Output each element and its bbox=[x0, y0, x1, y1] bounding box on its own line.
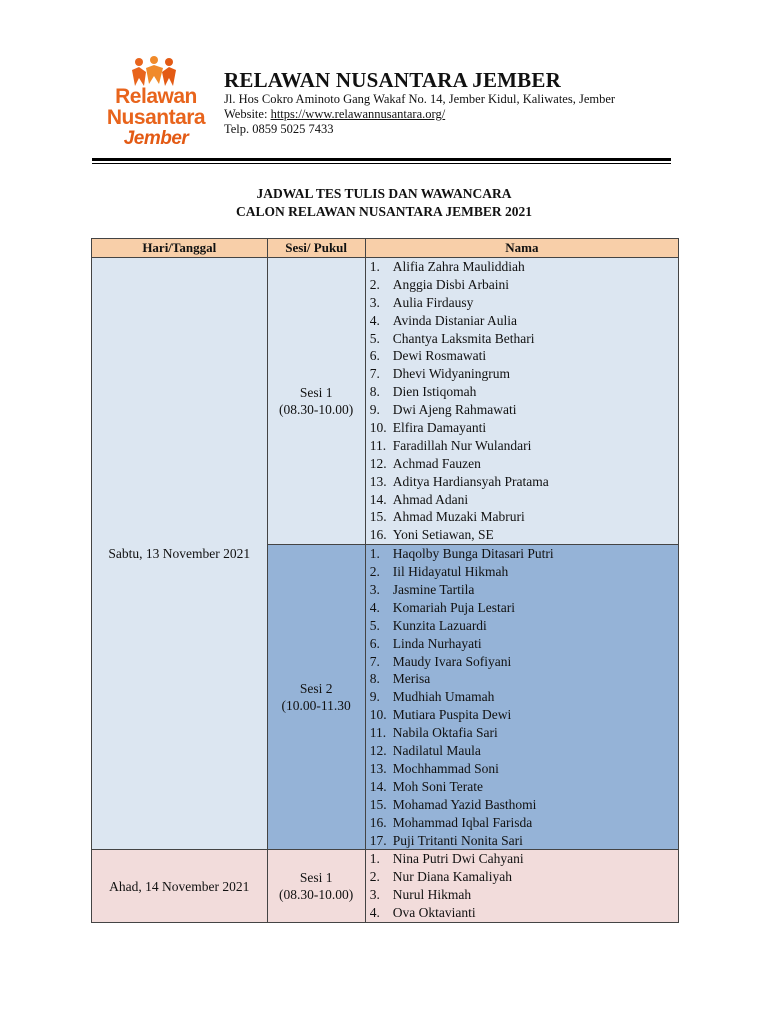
list-item-number: 4. bbox=[369, 905, 380, 921]
participant-name: Komariah Puja Lestari bbox=[392, 599, 515, 615]
participant-name: Chantya Laksmita Bethari bbox=[392, 330, 535, 346]
list-item-number: 2. bbox=[369, 276, 380, 292]
list-item-number: 14. bbox=[369, 778, 387, 794]
list-item bbox=[366, 473, 678, 491]
participant-name: Anggia Disbi Arbaini bbox=[392, 276, 509, 292]
list-item-number: 12. bbox=[369, 743, 387, 759]
session-label: Sesi 2 bbox=[299, 681, 333, 697]
names-cell bbox=[365, 545, 678, 850]
logo-line-1: Relawan bbox=[115, 85, 197, 108]
list-item bbox=[366, 635, 678, 653]
organization-address: Jl. Hos Cokro Aminoto Gang Wakaf No. 14, Jember Kidul, Kaliwates, Jember bbox=[224, 92, 616, 106]
list-item bbox=[366, 455, 678, 473]
participant-name: Achmad Fauzen bbox=[392, 455, 481, 471]
participant-name: Alifia Zahra Mauliddiah bbox=[392, 259, 525, 274]
participant-name: Maudy Ivara Sofiyani bbox=[392, 653, 512, 669]
participant-name: Nina Putri Dwi Cahyani bbox=[392, 851, 524, 867]
list-item-number: 15. bbox=[369, 509, 387, 525]
website-label: Website: bbox=[224, 107, 271, 121]
document-subtitle: CALON RELAWAN NUSANTARA JEMBER 2021 bbox=[235, 204, 533, 219]
list-item-number: 14. bbox=[369, 491, 387, 507]
list-item-number: 11. bbox=[369, 725, 387, 741]
list-item bbox=[366, 814, 678, 832]
participant-name: Elfira Damayanti bbox=[392, 420, 487, 436]
participant-name: Merisa bbox=[392, 671, 431, 687]
participant-name: Mohamad Yazid Basthomi bbox=[392, 796, 537, 812]
list-item bbox=[366, 670, 678, 688]
list-item bbox=[366, 778, 678, 796]
header-sesi-pukul: Sesi/ Pukul bbox=[267, 239, 365, 258]
list-item bbox=[366, 491, 678, 509]
list-item-number: 1. bbox=[369, 546, 380, 562]
list-item bbox=[366, 850, 678, 868]
list-item bbox=[366, 886, 678, 904]
participant-name: Faradillah Nur Wulandari bbox=[392, 437, 532, 453]
list-item bbox=[366, 347, 678, 365]
session-cell bbox=[267, 545, 365, 850]
logo-wordmark bbox=[100, 86, 212, 149]
organization-phone: Telp. 0859 5025 7433 bbox=[224, 122, 334, 136]
list-item-number: 10. bbox=[369, 420, 387, 436]
list-item-number: 4. bbox=[369, 312, 380, 328]
participant-name: Mutiara Puspita Dewi bbox=[392, 707, 512, 723]
list-item-number: 11. bbox=[369, 437, 387, 453]
names-cell bbox=[365, 258, 678, 545]
list-item-number: 10. bbox=[369, 707, 387, 723]
letterhead-rule-thick bbox=[92, 158, 671, 161]
session-time: (10.00-11.30 bbox=[281, 698, 351, 714]
list-item bbox=[366, 365, 678, 383]
participant-name: Nurul Hikmah bbox=[392, 887, 472, 903]
participant-name: Dewi Rosmawati bbox=[392, 348, 487, 364]
participant-name: Aditya Hardiansyah Pratama bbox=[392, 473, 549, 489]
participant-name: Kunzita Lazuardi bbox=[392, 617, 487, 633]
list-item-number: 2. bbox=[369, 564, 380, 580]
list-item-number: 6. bbox=[369, 348, 380, 364]
list-item bbox=[366, 383, 678, 401]
list-item-number: 16. bbox=[369, 814, 387, 830]
participant-name: Dwi Ajeng Rahmawati bbox=[392, 402, 517, 418]
list-item bbox=[366, 653, 678, 671]
list-item bbox=[366, 330, 678, 348]
list-item bbox=[366, 796, 678, 814]
table-header-row bbox=[92, 239, 679, 258]
participant-name: Mochhammad Soni bbox=[392, 760, 499, 776]
table-row bbox=[92, 258, 679, 545]
list-item-number: 8. bbox=[369, 671, 380, 687]
list-item bbox=[366, 617, 678, 635]
participant-name: Ahmad Muzaki Mabruri bbox=[392, 509, 525, 525]
schedule-body bbox=[92, 258, 679, 923]
list-item bbox=[366, 312, 678, 330]
list-item bbox=[366, 904, 678, 922]
list-item-number: 5. bbox=[369, 330, 380, 346]
list-item bbox=[366, 563, 678, 581]
list-item bbox=[366, 545, 678, 563]
list-item bbox=[366, 832, 678, 850]
participant-name: Avinda Distaniar Aulia bbox=[392, 312, 517, 328]
session-time: (08.30-10.00) bbox=[279, 402, 354, 418]
participant-name: Moh Soni Terate bbox=[392, 778, 484, 794]
list-item-number: 12. bbox=[369, 455, 387, 471]
list-item-number: 13. bbox=[369, 760, 387, 776]
list-item-number: 9. bbox=[369, 689, 380, 705]
list-item bbox=[366, 688, 678, 706]
list-item bbox=[366, 724, 678, 742]
session-cell bbox=[267, 258, 365, 545]
participant-name: Ahmad Adani bbox=[392, 491, 469, 507]
organization-website bbox=[224, 107, 615, 122]
list-item bbox=[366, 419, 678, 437]
list-item bbox=[366, 581, 678, 599]
list-item-number: 3. bbox=[369, 582, 380, 598]
letterhead bbox=[92, 52, 672, 152]
participant-name: Yoni Setiawan, SE bbox=[392, 527, 494, 543]
organization-logo bbox=[100, 56, 212, 152]
list-item bbox=[366, 294, 678, 312]
participant-name: Mohammad Iqbal Farisda bbox=[392, 814, 533, 830]
list-item bbox=[366, 760, 678, 778]
letterhead-rule-thin bbox=[92, 163, 671, 164]
list-item bbox=[366, 401, 678, 419]
participant-name: Nabila Oktafia Sari bbox=[392, 725, 498, 741]
list-item-number: 3. bbox=[369, 887, 380, 903]
list-item-number: 1. bbox=[369, 259, 380, 274]
logo-line-3: Jember bbox=[123, 128, 189, 149]
list-item-number: 1. bbox=[369, 851, 380, 867]
list-item-number: 13. bbox=[369, 473, 387, 489]
names-cell bbox=[365, 850, 678, 923]
participant-name: Dhevi Widyaningrum bbox=[392, 366, 511, 382]
list-item bbox=[366, 508, 678, 526]
list-item-number: 5. bbox=[369, 617, 380, 633]
list-item-number: 16. bbox=[369, 527, 387, 543]
participant-name: Iil Hidayatul Hikmah bbox=[392, 564, 509, 580]
participant-name: Puji Tritanti Nonita Sari bbox=[392, 832, 523, 848]
document-title: JADWAL TES TULIS DAN WAWANCARA bbox=[256, 186, 512, 201]
organization-name: RELAWAN NUSANTARA JEMBER bbox=[224, 68, 561, 92]
list-item-number: 2. bbox=[369, 869, 380, 885]
participant-name: Aulia Firdausy bbox=[392, 294, 474, 310]
participant-name: Jasmine Tartila bbox=[392, 582, 475, 598]
list-item-number: 7. bbox=[369, 653, 380, 669]
list-item bbox=[366, 742, 678, 760]
schedule-table bbox=[91, 238, 679, 923]
list-item bbox=[366, 437, 678, 455]
list-item-number: 8. bbox=[369, 384, 380, 400]
logo-line-2: Nusantara bbox=[106, 106, 206, 129]
participant-name: Haqolby Bunga Ditasari Putri bbox=[392, 546, 554, 562]
session-label: Sesi 1 bbox=[299, 870, 333, 886]
participant-name: Linda Nurhayati bbox=[392, 635, 482, 651]
list-item-number: 17. bbox=[369, 832, 387, 848]
organization-info bbox=[224, 68, 615, 137]
list-item bbox=[366, 276, 678, 294]
list-item bbox=[366, 706, 678, 724]
participant-name: Mudhiah Umamah bbox=[392, 689, 495, 705]
table-row bbox=[92, 850, 679, 923]
participant-name: Ova Oktavianti bbox=[392, 905, 476, 921]
participant-name: Nadilatul Maula bbox=[392, 743, 481, 759]
day-cell: Sabtu, 13 November 2021 bbox=[92, 258, 268, 850]
list-item bbox=[366, 258, 678, 276]
list-item-number: 3. bbox=[369, 294, 380, 310]
day-cell: Ahad, 14 November 2021 bbox=[92, 850, 268, 923]
list-item-number: 9. bbox=[369, 402, 380, 418]
list-item bbox=[366, 526, 678, 544]
list-item-number: 15. bbox=[369, 796, 387, 812]
header-nama: Nama bbox=[365, 239, 678, 258]
participant-name: Dien Istiqomah bbox=[392, 384, 477, 400]
website-link[interactable]: https://www.relawannusantara.org/ bbox=[270, 107, 446, 121]
list-item bbox=[366, 868, 678, 886]
session-time: (08.30-10.00) bbox=[279, 887, 354, 903]
session-label: Sesi 1 bbox=[299, 385, 333, 401]
list-item-number: 6. bbox=[369, 635, 380, 651]
participant-name: Nur Diana Kamaliyah bbox=[392, 869, 512, 885]
list-item-number: 7. bbox=[369, 366, 380, 382]
session-cell bbox=[267, 850, 365, 923]
list-item bbox=[366, 599, 678, 617]
header-hari-tanggal: Hari/Tanggal bbox=[92, 239, 268, 258]
list-item-number: 4. bbox=[369, 599, 380, 615]
